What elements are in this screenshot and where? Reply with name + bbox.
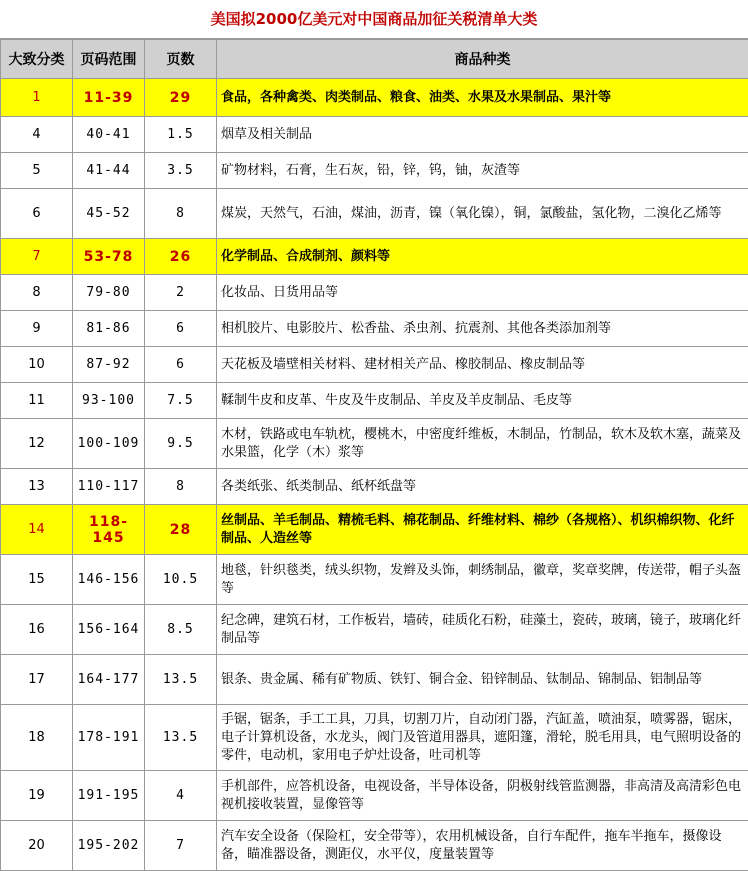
- page-range-cell: 164-177: [73, 655, 145, 705]
- table-row: [1, 469, 748, 505]
- page-range-cell: 146-156: [73, 555, 145, 605]
- table-row: [1, 383, 748, 419]
- table-row: [1, 79, 748, 117]
- header-page-count: 页数: [145, 40, 217, 79]
- page-count-cell: 9.5: [145, 419, 217, 469]
- table-row: [1, 117, 748, 153]
- goods-cell: 丝制品、羊毛制品、精梳毛料、棉花制品、纤维材料、棉纱（各规格）、机织棉织物、化纤制品、人造丝等: [217, 505, 748, 555]
- table-row: [1, 275, 748, 311]
- table-row: [1, 189, 748, 239]
- header-row: [1, 40, 748, 79]
- category-cell: 4: [1, 117, 73, 153]
- table-row: [1, 419, 748, 469]
- category-cell: 18: [1, 705, 73, 771]
- category-cell: 10: [1, 347, 73, 383]
- goods-cell: 手锯，锯条，手工工具，刀具，切割刀片，自动闭门器，汽缸盖，喷油泵，喷雾器，锯床，电子计算机设备，水龙头，阀门及管道用器具，遮阳篷，滑轮，脱毛用具，电气照明设备的零件，电动机，家用电子炉灶设备，吐司机等: [217, 705, 748, 771]
- page-range-cell: 110-117: [73, 469, 145, 505]
- page-range-cell: 195-202: [73, 821, 145, 871]
- category-cell: 15: [1, 555, 73, 605]
- goods-cell: 天花板及墙壁相关材料、建材相关产品、橡胶制品、橡皮制品等: [217, 347, 748, 383]
- category-cell: 20: [1, 821, 73, 871]
- table-row: [1, 153, 748, 189]
- goods-cell: 鞣制牛皮和皮革、牛皮及牛皮制品、羊皮及羊皮制品、毛皮等: [217, 383, 748, 419]
- page-range-cell: 178-191: [73, 705, 145, 771]
- page-range-cell: 191-195: [73, 771, 145, 821]
- page-count-cell: 28: [145, 505, 217, 555]
- goods-cell: 银条、贵金属、稀有矿物质、铁钉、铜合金、铅锌制品、钛制品、锦制品、铝制品等: [217, 655, 748, 705]
- category-cell: 19: [1, 771, 73, 821]
- page-count-cell: 6: [145, 311, 217, 347]
- page-range-cell: 41-44: [73, 153, 145, 189]
- goods-cell: 相机胶片、电影胶片、松香盐、杀虫剂、抗震剂、其他各类添加剂等: [217, 311, 748, 347]
- goods-cell: 矿物材料，石膏，生石灰，铅，锌，钨，铀，灰渣等: [217, 153, 748, 189]
- page-range-cell: 79-80: [73, 275, 145, 311]
- page-count-cell: 1.5: [145, 117, 217, 153]
- page-count-cell: 7.5: [145, 383, 217, 419]
- table-row: [1, 705, 748, 771]
- page-range-cell: 118-145: [73, 505, 145, 555]
- page-range-cell: 93-100: [73, 383, 145, 419]
- category-cell: 16: [1, 605, 73, 655]
- category-cell: 17: [1, 655, 73, 705]
- table-row: [1, 555, 748, 605]
- goods-cell: 各类纸张、纸类制品、纸杯纸盘等: [217, 469, 748, 505]
- page-count-cell: 3.5: [145, 153, 217, 189]
- goods-cell: 木材，铁路或电车轨枕，樱桃木，中密度纤维板，木制品，竹制品，软木及软木塞，蔬菜及水果篮，化学（木）浆等: [217, 419, 748, 469]
- goods-cell: 手机部件，应答机设备，电视设备，半导体设备，阴极射线管监测器，非高清及高清彩色电视机接收装置，显像管等: [217, 771, 748, 821]
- table-row: [1, 771, 748, 821]
- category-cell: 5: [1, 153, 73, 189]
- tariff-table: [0, 39, 748, 871]
- table-row: [1, 347, 748, 383]
- goods-cell: 纪念碑，建筑石材，工作板岩，墙砖，硅质化石粉，硅藻土，瓷砖，玻璃，镜子，玻璃化纤制品等: [217, 605, 748, 655]
- category-cell: 11: [1, 383, 73, 419]
- goods-cell: 地毯，针织毯类，绒头织物，发辫及头饰，刺绣制品，徽章，奖章奖牌，传送带，帽子头盔等: [217, 555, 748, 605]
- header-goods: 商品种类: [217, 40, 748, 79]
- page-range-cell: 100-109: [73, 419, 145, 469]
- page-count-cell: 8.5: [145, 605, 217, 655]
- table-row: [1, 505, 748, 555]
- table-row: [1, 655, 748, 705]
- page-range-cell: 40-41: [73, 117, 145, 153]
- category-cell: 6: [1, 189, 73, 239]
- category-cell: 12: [1, 419, 73, 469]
- page-count-cell: 29: [145, 79, 217, 117]
- category-cell: 8: [1, 275, 73, 311]
- page-count-cell: 10.5: [145, 555, 217, 605]
- table-row: [1, 311, 748, 347]
- table-row: [1, 821, 748, 871]
- goods-cell: 汽车安全设备（保险杠，安全带等），农用机械设备，自行车配件，拖车半拖车，摄像设备，瞄准器设备，测距仪，水平仪，度量装置等: [217, 821, 748, 871]
- table-row: [1, 239, 748, 275]
- goods-cell: 煤炭，天然气，石油，煤油，沥青，镍（氧化镍），铜，氯酸盐，氢化物，二溴化乙烯等: [217, 189, 748, 239]
- page-count-cell: 13.5: [145, 705, 217, 771]
- goods-cell: 化学制品、合成制剂、颜料等: [217, 239, 748, 275]
- page-range-cell: 45-52: [73, 189, 145, 239]
- category-cell: 7: [1, 239, 73, 275]
- header-category: 大致分类: [1, 40, 73, 79]
- page-count-cell: 8: [145, 189, 217, 239]
- table-row: [1, 605, 748, 655]
- page-count-cell: 4: [145, 771, 217, 821]
- category-cell: 9: [1, 311, 73, 347]
- page-range-cell: 156-164: [73, 605, 145, 655]
- category-cell: 1: [1, 79, 73, 117]
- page-count-cell: 26: [145, 239, 217, 275]
- page-count-cell: 7: [145, 821, 217, 871]
- category-cell: 14: [1, 505, 73, 555]
- page-count-cell: 13.5: [145, 655, 217, 705]
- header-page-range: 页码范围: [73, 40, 145, 79]
- table-title: 美国拟2000亿美元对中国商品加征关税清单大类: [0, 0, 748, 39]
- page-range-cell: 11-39: [73, 79, 145, 117]
- page-range-cell: 81-86: [73, 311, 145, 347]
- category-cell: 13: [1, 469, 73, 505]
- goods-cell: 食品，各种禽类、肉类制品、粮食、油类、水果及水果制品、果汁等: [217, 79, 748, 117]
- page-range-cell: 87-92: [73, 347, 145, 383]
- page-range-cell: 53-78: [73, 239, 145, 275]
- goods-cell: 烟草及相关制品: [217, 117, 748, 153]
- page-count-cell: 2: [145, 275, 217, 311]
- page-count-cell: 8: [145, 469, 217, 505]
- goods-cell: 化妆品、日货用品等: [217, 275, 748, 311]
- page-count-cell: 6: [145, 347, 217, 383]
